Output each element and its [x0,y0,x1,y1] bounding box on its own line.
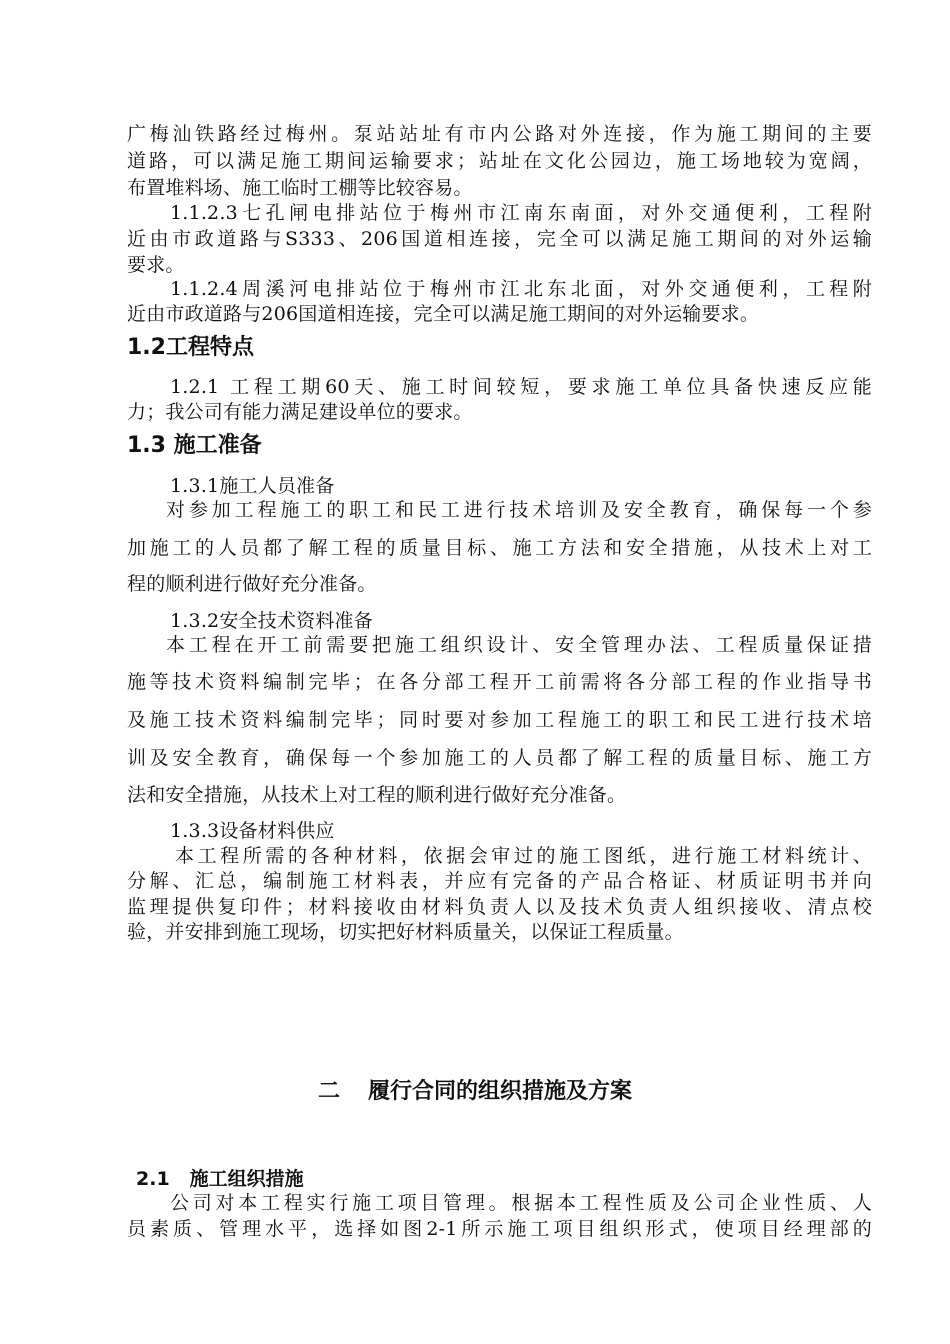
paragraph-line: 训及安全教育，确保每一个参加施工的人员都了解工程的质量目标、施工方 [127,747,872,769]
section-number: 2.1 [136,1168,170,1190]
section-heading-2-1 [136,1166,304,1192]
subsection-heading-1-3-2: 1.3.2安全技术资料准备 [170,610,373,632]
section-heading-1-2: 1.2工程特点 [127,335,254,360]
paragraph-line: 近由市政道路与S333、206国道相连接，完全可以满足施工期间的对外运输 [127,228,872,250]
paragraph-line: 广梅汕铁路经过梅州。泵站站址有市内公路对外连接，作为施工期间的主要 [127,123,872,145]
paragraph-line: 公司对本工程实行施工项目管理。根据本工程性质及公司企业性质、人 [170,1192,872,1214]
section-title: 施工组织措施 [189,1168,304,1190]
paragraph-line: 法和安全措施，从技术上对工程的顺利进行做好充分准备。 [127,784,627,806]
paragraph-line: 要求。 [127,254,185,276]
paragraph-line: 程的顺利进行做好充分准备。 [127,573,377,595]
paragraph-line: 力；我公司有能力满足建设单位的要求。 [127,401,473,423]
paragraph-line: 及施工技术资料编制完毕；同时要对参加工程施工的职工和民工进行技术培 [127,709,872,731]
paragraph-line: 分解、汇总，编制施工材料表，并应有完备的产品合格证、材质证明书并向 [127,870,872,892]
paragraph-line: 本工程在开工前需要把施工组织设计、安全管理办法、工程质量保证措 [166,634,872,656]
paragraph-line: 布置堆料场、施工临时工棚等比较容易。 [127,177,473,199]
paragraph-line: 对参加工程施工的职工和民工进行技术培训及安全教育，确保每一个参 [166,499,872,521]
subsection-heading-1-3-1: 1.3.1施工人员准备 [170,475,335,497]
section-heading-1-3: 1.3 施工准备 [127,433,262,458]
chapter-number: 二 [317,1079,340,1104]
paragraph-line: 验，并安排到施工现场，切实把好材料质量关，以保证工程质量。 [127,921,684,943]
paragraph-line: 加施工的人员都了解工程的质量目标、施工方法和安全措施，从技术上对工 [127,537,872,559]
paragraph-line: 本工程所需的各种材料，依据会审过的施工图纸，进行施工材料统计、 [175,845,872,867]
paragraph-line: 道路，可以满足施工期间运输要求；站址在文化公园边，施工场地较为宽阔， [127,150,872,172]
paragraph-line: 1.1.2.3七孔闸电排站位于梅州市江南东南面，对外交通便利，工程附 [170,202,872,224]
paragraph-line: 近由市政道路与206国道相连接，完全可以满足施工期间的对外运输要求。 [127,303,760,325]
paragraph-line: 1.1.2.4周溪河电排站位于梅州市江北东北面，对外交通便利，工程附 [170,278,872,300]
paragraph-line: 监理提供复印件；材料接收由材料负责人以及技术负责人组织接收、清点校 [127,896,872,918]
paragraph-line: 施等技术资料编制完毕；在各分部工程开工前需将各分部工程的作业指导书 [127,671,872,693]
chapter-title: 履行合同的组织措施及方案 [368,1079,633,1104]
paragraph-line: 1.2.1 工程工期60天、施工时间较短，要求施工单位具备快速反应能 [170,376,872,398]
chapter-heading [0,1077,950,1107]
paragraph-line: 员素质、管理水平，选择如图2-1所示施工项目组织形式，使项目经理部的 [127,1218,872,1240]
subsection-heading-1-3-3: 1.3.3设备材料供应 [170,820,335,842]
